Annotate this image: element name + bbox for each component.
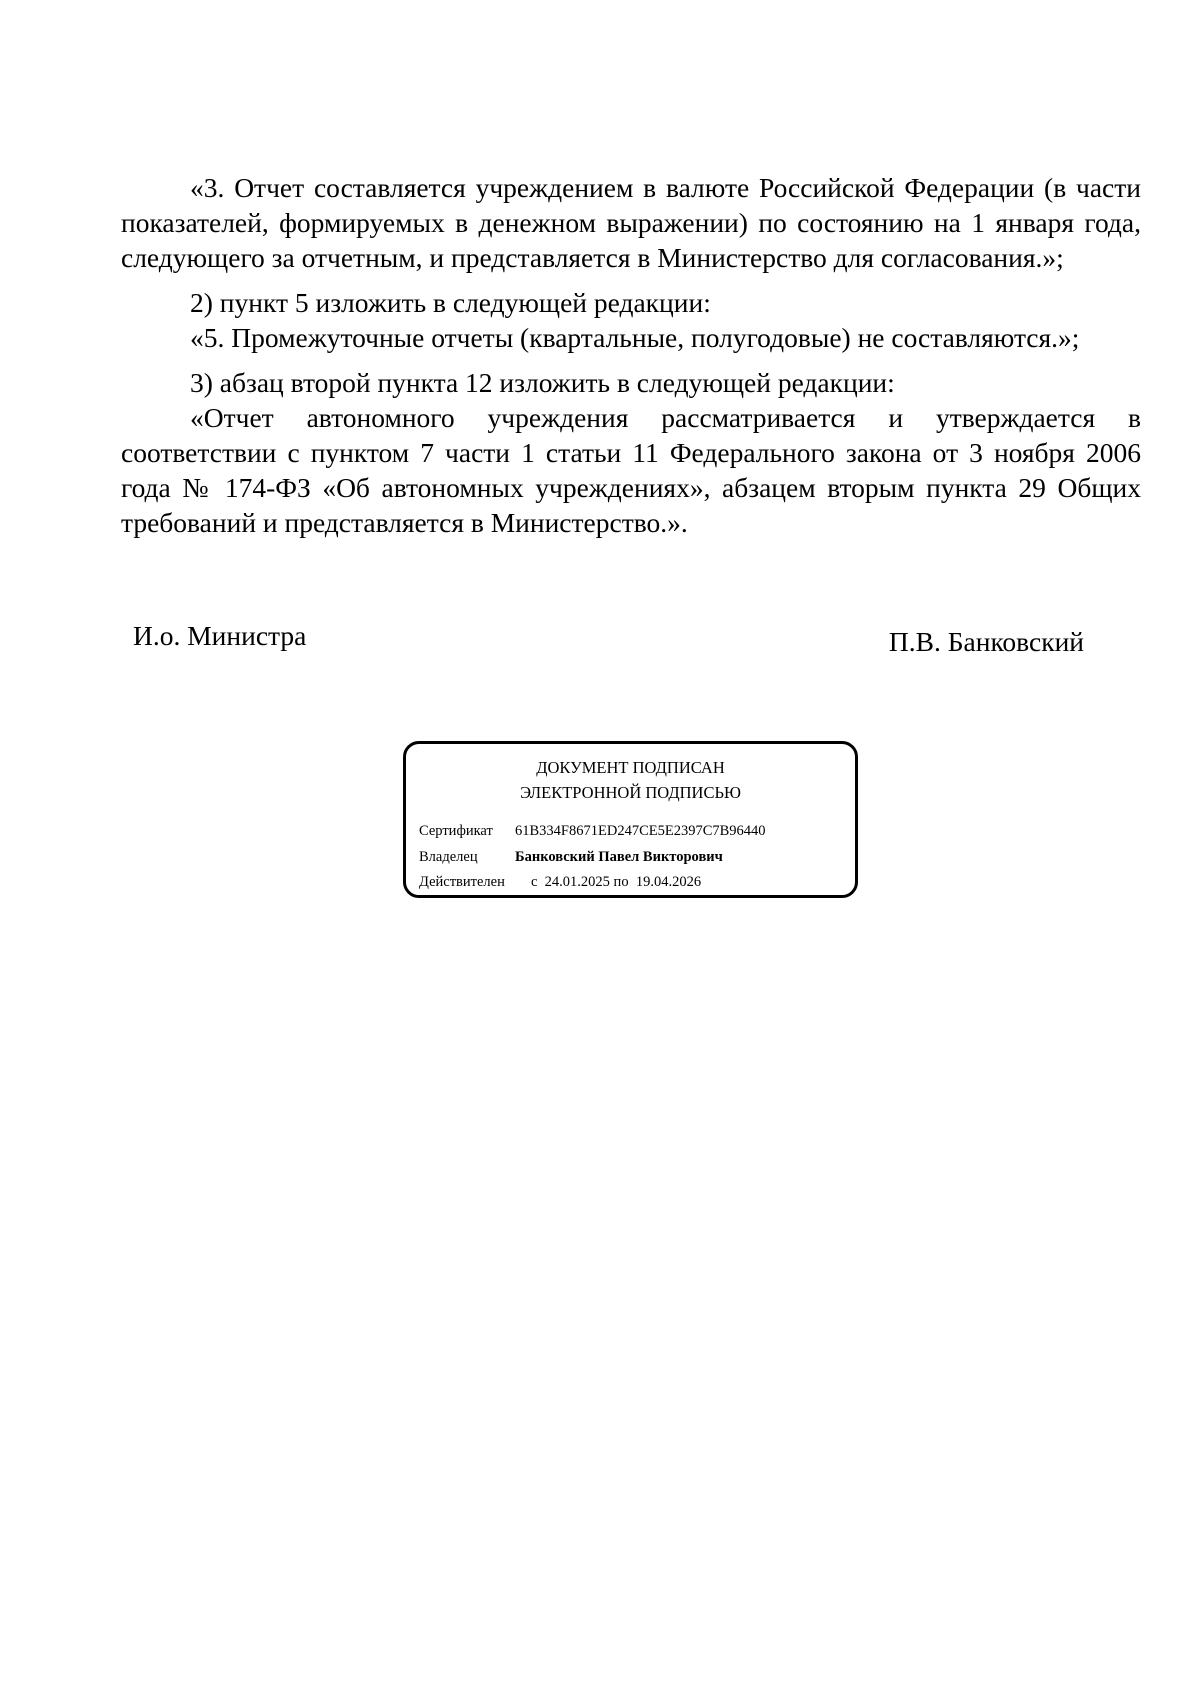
stamp-header — [406, 755, 855, 805]
paragraph-amend-point-5: 2) пункт 5 изложить в следующей редакции: — [190, 287, 711, 318]
owner-label: Владелец — [419, 849, 478, 865]
document-body — [121, 170, 1141, 540]
stamp-validity-row — [419, 873, 701, 891]
electronic-signature-stamp — [403, 741, 858, 898]
signatory-role: И.о. Министра — [133, 620, 307, 651]
stamp-owner-row — [419, 848, 723, 866]
stamp-header-line-1: ДОКУМЕНТ ПОДПИСАН — [536, 758, 725, 777]
certificate-label: Сертификат — [419, 823, 493, 839]
validity-label: Действителен — [419, 874, 505, 890]
paragraph-point-5-text: «5. Промежуточные отчеты (квартальные, полугодовые) не составляются.»; — [190, 322, 1080, 353]
owner-value: Банковский Павел Викторович — [515, 849, 723, 865]
certificate-value: 61B334F8671ED247CE5E2397C7B96440 — [515, 823, 766, 839]
stamp-certificate-row — [419, 822, 766, 840]
paragraph-amend-point-12: 3) абзац второй пункта 12 изложить в следующей редакции: — [190, 367, 895, 398]
stamp-header-line-2: ЭЛЕКТРОННОЙ ПОДПИСЬЮ — [520, 783, 741, 802]
validity-value: с 24.01.2025 по 19.04.2026 — [531, 874, 702, 890]
signatory-name: П.В. Банковский — [888, 626, 1084, 657]
paragraph-point-12-text: «Отчет автономного учреждения рассматривается и утверждается в соответствии с пунктом 7 части 1 статьи 11 Федерального закона от 3 ноября 2006 года № 174-ФЗ «Об автономных учреждениях», абзацем вторым пункта 29 Общих требований и представляется в Министерство.». — [121, 402, 1141, 538]
paragraph-point-3-text: «3. Отчет составляется учреждением в валюте Российской Федерации (в части показателей, формируемых в денежном выражении) по состоянию на 1 января года, следующего за отчетным, и представляется в Министерство для согласования.»; — [121, 172, 1141, 273]
